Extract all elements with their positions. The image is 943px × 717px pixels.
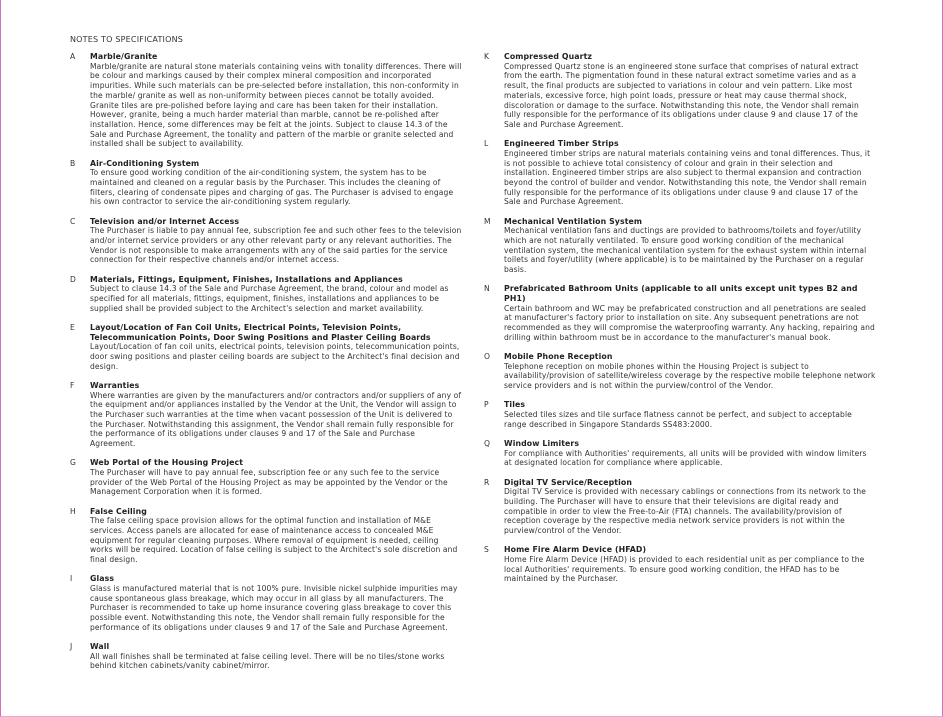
note-heading: Window Limiters xyxy=(504,438,580,448)
note-m xyxy=(484,217,876,275)
note-body: The false ceiling space provision allows for the optimal function and installation of M&E services. Access panels are allocated for ease of maintenance access to concealed M&E equipment for regular cleaning purposes. Where removal of equipment is needed, ceiling works will be required. Location of false ceiling is subject to the Architect's sole discretion and final design. xyxy=(90,516,458,565)
note-o xyxy=(484,352,876,391)
note-g xyxy=(70,458,462,497)
note-body: Glass is manufactured material that is not 100% pure. Invisible nickel sulphide impurities may cause spontaneous glass breakage, which may occur in all glass by all manufacturers. The Purchaser is recommended to take up home insurance covering glass breakage to cover this possible event. Notwithstanding this note, the Vendor shall remain fully responsible for the performance of its obligations under clauses 9 and 17 of the Sale and Purchase Agreement. xyxy=(90,584,458,632)
note-letter: H xyxy=(70,506,76,516)
note-r xyxy=(484,478,876,536)
note-body: Digital TV Service is provided with necessary cablings or connections from its network to the building. The Purchaser will have to ensure that their televisions are digital ready and compatible in order to view the Free-to-Air (FTA) channels. The availability/provision of reception coverage by the respective media network service providers is not within the purview/control of the Vendor. xyxy=(504,487,866,536)
note-heading: Layout/Location of Fan Coil Units, Electrical Points, Television Points, Telecommunication Points, Door Swing Positions and Plaster Ceiling Boards xyxy=(90,322,431,342)
note-heading: Home Fire Alarm Device (HFAD) xyxy=(504,545,647,555)
note-letter: R xyxy=(484,477,490,487)
note-body: Mechanical ventilation fans and ductings are provided to bathrooms/toilets and foyer/utility which are not naturally ventilated. To ensure good working condition of the mechanical ventilation system, the mechanical ventilation system for the exhaust system within internal toilets and foyer/utility (where applicable) is to be maintained by the Purchaser on a regular basis. xyxy=(504,226,867,275)
note-b xyxy=(70,159,462,208)
note-letter: B xyxy=(70,158,76,168)
note-body: Marble/granite are natural stone materials containing veins with tonality differences. There will be colour and markings caused by their complex mineral composition and incorporated impurities. While such materials can be pre-selected before installation, this non-conformity in the marble/ granite as well as non-uniformity between pieces cannot be totally avoided. Granite tiles are pre-polished before laying and care has been taken for their installation. However, granite, being a much harder material than marble, cannot be re-polished after installation. Hence, some differences may be felt at the joints. Subject to clause 14.3 of the Sale and Purchase Agreement, the tonality and pattern of the marble or granite selected and installed shall be subject to availability. xyxy=(90,61,462,149)
note-body: Engineered timber strips are natural materials containing veins and tonal differences. Thus, it is not possible to achieve total consistency of colour and grain in their selection and installation. Engineered timber strips are also subject to thermal expansion and contraction beyond the control of builder and vendor. Notwithstanding this note, the Vendor shall remain fully responsible for the performance of its obligations under clause 9 and clause 17 of the Sale and Purchase Agreement. xyxy=(504,148,871,207)
note-body: Telephone reception on mobile phones within the Housing Project is subject to availability/provision of satellite/wireless coverage by the respective mobile telephone network service providers and is not within the purview/control of the Vendor. xyxy=(504,361,876,391)
note-heading: Engineered Timber Strips xyxy=(504,139,619,149)
note-h xyxy=(70,507,462,565)
note-heading: Prefabricated Bathroom Units (applicable to all units except unit types B2 and PH1) xyxy=(504,284,858,303)
note-body: Layout/Location of fan coil units, electrical points, television points, telecommunication points, door swing positions and plaster ceiling boards are subject to the Architect's final decision and design. xyxy=(90,342,460,371)
note-p xyxy=(484,400,876,429)
note-letter: N xyxy=(484,284,490,294)
note-heading: Glass xyxy=(90,574,115,584)
note-heading: Compressed Quartz xyxy=(504,52,593,61)
note-heading: Materials, Fittings, Equipment, Finishes, Installations and Appliances xyxy=(90,274,403,284)
note-heading: Wall xyxy=(90,642,110,652)
note-letter: I xyxy=(70,574,73,584)
note-f xyxy=(70,381,462,449)
note-heading: Marble/Granite xyxy=(90,52,158,61)
note-i xyxy=(70,574,462,632)
note-heading: Television and/or Internet Access xyxy=(90,216,240,226)
note-letter: O xyxy=(484,351,490,361)
note-heading: Tiles xyxy=(504,400,526,410)
note-heading: Warranties xyxy=(90,380,140,390)
note-letter: J xyxy=(70,642,73,652)
note-heading: Digital TV Service/Reception xyxy=(504,477,632,487)
note-letter: E xyxy=(70,322,75,332)
note-letter: Q xyxy=(484,438,490,448)
note-body: Selected tiles sizes and tile surface flatness cannot be perfect, and subject to acceptable range described in Singapore Standards SS483:2000. xyxy=(504,410,852,429)
note-heading: Mobile Phone Reception xyxy=(504,351,613,361)
note-body: Where warranties are given by the manufacturers and/or contractors and/or suppliers of any of the equipment and/or appliances installed by the Vendor at the Unit, the Vendor will assign to the Purchaser such warranties at the time when vacant possession of the Unit is delivered to the Purchaser. Notwithstanding this assignment, the Vendor shall remain fully responsible for the performance of its obligations under clauses 9 and 17 of the Sale and Purchase Agreement. xyxy=(90,390,462,449)
note-letter: D xyxy=(70,274,76,284)
note-letter: P xyxy=(484,400,489,410)
note-heading: False Ceiling xyxy=(90,506,147,516)
notes-column-right xyxy=(484,52,876,594)
note-body: For compliance with Authorities' requirements, all units will be provided with window limiters at designated location for compliance where applicable. xyxy=(504,448,867,468)
note-body: Subject to clause 14.3 of the Sale and Purchase Agreement, the brand, colour and model as specified for all materials, fittings, equipment, finishes, installations and appliances to be supplied shall be provided subject to the Architect's selection and market availability. xyxy=(90,284,449,313)
notes-column-left xyxy=(70,52,462,681)
note-heading: Air-Conditioning System xyxy=(90,158,200,168)
note-a xyxy=(70,52,462,149)
note-body: Home Fire Alarm Device (HFAD) is provided to each residential unit as per compliance to the local Authorities' requirements. To ensure good working condition, the HFAD has to be maintained by the Purchaser. xyxy=(504,554,865,584)
note-q xyxy=(484,439,876,468)
note-heading: Web Portal of the Housing Project xyxy=(90,458,244,468)
note-letter: M xyxy=(484,216,491,226)
note-body: To ensure good working condition of the air-conditioning system, the system has to be maintained and cleaned on a regular basis by the Purchaser. This includes the cleaning of filters, clearing of condensate pipes and charging of gas. The Purchaser is advised to engage his own contractor to service the air-conditioning system regularly. xyxy=(90,168,454,207)
note-letter: L xyxy=(484,139,489,149)
note-n xyxy=(484,284,876,342)
note-letter: F xyxy=(70,380,75,390)
note-letter: G xyxy=(70,458,76,468)
note-letter: C xyxy=(70,216,76,226)
note-letter: A xyxy=(70,52,76,61)
note-k xyxy=(484,52,876,130)
note-body: Compressed Quartz stone is an engineered stone surface that comprises of natural extract from the earth. The pigmentation found in these natural extract sometime varies and as a result, the final products are subjected to variations in colour and vein pattern. Like most materials, excessive force, high point loads, pressure or heat may cause thermal shock, discoloration or damage to the surface. Notwithstanding this note, the Vendor shall remain fully responsible for the performance of its obligations under clause 9 and clause 17 of the Sale and Purchase Agreement. xyxy=(504,61,859,129)
note-letter: S xyxy=(484,545,489,555)
page-title: NOTES TO SPECIFICATIONS xyxy=(70,35,184,44)
note-body: The Purchaser will have to pay annual fee, subscription fee or any such fee to the service provider of the Web Portal of the Housing Project as may be appointed by the Vendor or the Management Corporation when it is formed. xyxy=(90,468,448,497)
note-body: All wall finishes shall be terminated at false ceiling level. There will be no tiles/stone works behind kitchen cabinets/vanity cabinet/mirror. xyxy=(90,651,445,671)
note-body: The Purchaser is liable to pay annual fee, subscription fee and such other fees to the television and/or internet service providers or any other relevant party or any relevant authorities. The Vendor is not responsible to make arrangements with any of the said parties for the service connection for their respective channels and/or internet access. xyxy=(90,226,462,265)
note-body: Certain bathroom and WC may be prefabricated construction and all penetrations are sealed at manufacturer's factory prior to installation on site. Any subsequent penetrations are not recommended as they will compromise the waterproofing warranty. Any hacking, repairing and drilling within bathroom must be in accordance to the manufacturer's manual book. xyxy=(504,303,875,342)
note-l xyxy=(484,139,876,207)
note-c xyxy=(70,217,462,266)
note-j xyxy=(70,642,462,671)
note-e xyxy=(70,323,462,372)
note-letter: K xyxy=(484,52,489,61)
note-s xyxy=(484,545,876,584)
note-heading: Mechanical Ventilation System xyxy=(504,216,643,226)
note-d xyxy=(70,275,462,314)
